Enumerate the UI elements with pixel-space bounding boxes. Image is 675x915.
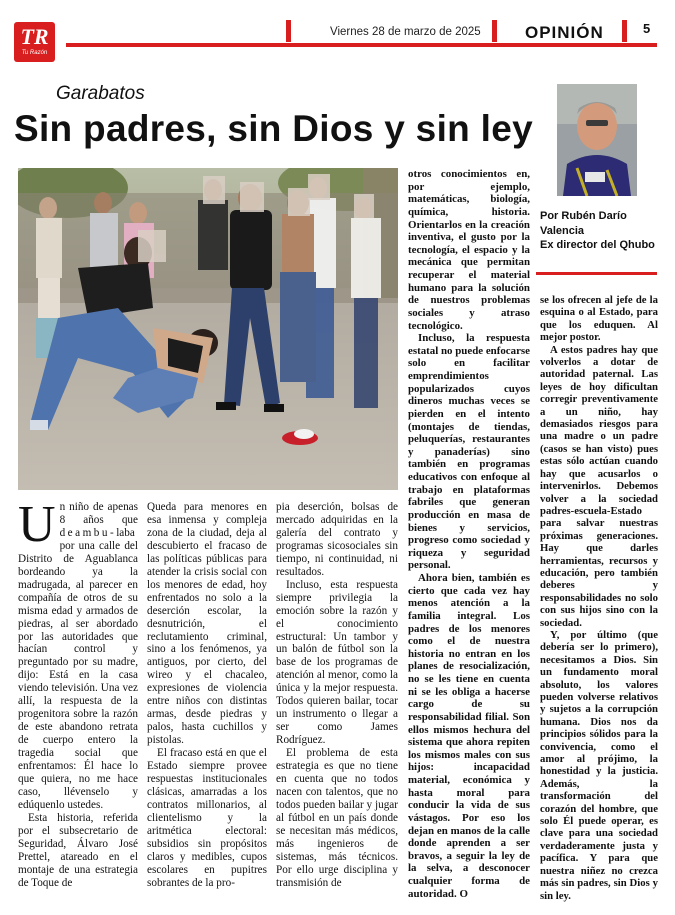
column-paragraph: Y, por último (que debería ser lo primero), necesitamos a Dios. Sin un fundamento moral absoluto, los valores pueden volverse relativos y sujetos a la corrupción humana. Dios nos da principios sólidos para la convivencia, como el amor al prójimo, la honestidad y la justicia. Además, la transformación del corazón del hombre, que solo Él puede operar, es clave para una sociedad verdaderamente justa y pacífica. Y para que nuestra niñez no crezca más sin padres, sin Dios y sin ley. xyxy=(540,628,658,902)
column-kicker: Garabatos xyxy=(56,83,145,104)
headline: Sin padres, sin Dios y sin ley xyxy=(14,108,533,149)
column-paragraph: pia deserción, bolsas de mercado adquiridas en la galería del contrato y programas sicosociales sin tiempo, ni continuidad, ni resultados. xyxy=(276,501,398,578)
article-column-4 xyxy=(408,168,530,900)
column-text: deambu- xyxy=(59,526,117,539)
page-number: 5 xyxy=(643,21,651,36)
column-paragraph: El problema de esta estrategia es que no tiene en cuenta que no todos nacen con talentos, que no todos pueden bailar y jugar al fútbol en un país donde se necesitan más médicos, más ingenieros de sistemas, más técnicos. Por ello urge disciplina y transmisión de xyxy=(276,747,398,889)
column-text: laba por una calle del Distrito de Aguablanca bordeando ya la madrugada, al parecer en compañía de otros de su misma edad y armados de piedras, al ser abordado por las autoridades que hacían control y preguntado por su madre, dijo: Está en la casa viendo televisión. Una vez allí, la respuesta de la progenitora sobre la razón de este abandono retrata de cuerpo entero la tragedia social que enfrentamos: Él hace lo que quiera, no me hace caso, llévenselo y edúquenlo ustedes. xyxy=(18,526,138,811)
logo-tagline: Tu Razón xyxy=(21,50,48,56)
dropcap-letter: U xyxy=(18,496,56,553)
article-column-5 xyxy=(540,294,658,902)
header-divider xyxy=(492,20,497,42)
newspaper-logo xyxy=(14,22,55,62)
header-rule xyxy=(66,43,657,47)
column-paragraph: El fracaso está en que el Estado siempre provee respuestas institucionales clásicas, amarradas a los contratos millonarios, al clientelismo y la aritmética electoral: subsidios sin propósitos claros y medibles, cupos escolares en pupitres sobrantes de la pro- xyxy=(147,747,267,889)
article-column-3 xyxy=(276,501,398,890)
header-divider xyxy=(622,20,627,42)
author-title: Ex director del Qhubo xyxy=(540,239,655,251)
issue-date: Viernes 28 de marzo de 2025 xyxy=(330,26,481,38)
column-paragraph: otros conocimientos en, por ejemplo, matemáticas, biología, química, historia. Orientarlos en la creación inventiva, el gusto por la tecnología, el espacio y la mecánica que permitan recuperar el material humano para la solución de nuestros problemas sociales y atraso tecnológico. xyxy=(408,168,530,332)
article-column-1 xyxy=(18,496,138,890)
column-paragraph: Esta historia, referida por el subsecretario de Seguridad, Álvaro José Prettel, atareado en el montaje de una estrategia de Toque de xyxy=(18,811,138,889)
author-photo xyxy=(557,84,637,196)
author-name-line2: Valencia xyxy=(540,224,585,237)
byline-rule xyxy=(536,272,657,275)
column-paragraph: se los ofrecen al jefe de la esquina o al Estado, para que los eduquen. Al mejor postor. xyxy=(540,294,658,344)
author-byline xyxy=(540,209,655,253)
column-paragraph: A estos padres hay que volverlos a dotar de autoridad paternal. Las leyes de hoy dificultan corregir preventivamente a un niño, hay demasiados riesgos para una madre o un padre (casos se han visto) pues estas sólo actúan cuando hay que acusarlos o intervenirlos. Debemos volver a la sociedad padres-escuela-Estado para salvar nuestras próximas generaciones. Hay que darles herramientas, recursos y educación, pero también deberes y responsabilidades no solo con sus hijos sino con la sociedad. xyxy=(540,343,658,629)
author-name-line1: Por Rubén Darío xyxy=(540,210,627,222)
column-paragraph: Incluso, esta respuesta siempre privilegia la emoción sobre la razón y el conocimiento estructural: Un tambor y un balón de fútbol son la base de los programas de atención al menor, como la única y la mejor respuesta. Todos quieren bailar, tocar un instrumento o llegar a ser como James Rodríguez. xyxy=(276,578,398,747)
section-title: OPINIÓN xyxy=(525,23,604,42)
column-text: n niño de apenas 8 años que xyxy=(59,501,138,526)
logo-letters: TR xyxy=(20,24,49,49)
column-paragraph: Queda para menores en esa inmensa y compleja zona de la ciudad, deja al descubierto el fracaso de las políticas públicas para atender la crisis social con los menores de edad, hoy enfrentados no solo a la deserción escolar, la desnutrición, el reclutamiento criminal, sino a los fenómenos, ya antiguos, por cierto, del wireo y el chacaleo, expresiones de violencia entre niños con distintas armas, desde piedras y palos, hasta cuchillos y pistolas. xyxy=(147,501,267,747)
header-divider xyxy=(286,20,291,42)
article-photo xyxy=(18,168,398,490)
column-paragraph: Incluso, la respuesta estatal no puede enfocarse solo en facilitar emprendimientos popularizados cuyos dineros muchas veces se pierden en el intento (montajes de tiendas, peluquerías, restaurantes y panaderías) sino también en programas educativos con enfoque al trabajo en plataformas fabriles que generan producción en masa de bienes y servicios, progreso como sociedad y riqueza y seguridad personal. xyxy=(408,332,530,572)
column-paragraph: Ahora bien, también es cierto que cada vez hay menos atención a la familia integral. Los padres de los menores como el de nuestra historia no entran en los planes de resocialización, no se les tiene en cuenta ni se les obliga a hacerse cargo de su responsabilidad filial. Son ellos mismos hechura del sistema que ahora repiten los mismos males con sus hijos: incapacidad material, económica y hasta moral para conducir la vida de sus vástagos. Por eso los dejan en manos de la calle donde aprenden a ser bravos, a seguir la ley de la selva, a desconocer cualquier forma de autoridad. O xyxy=(408,572,530,900)
article-column-2 xyxy=(147,501,267,890)
